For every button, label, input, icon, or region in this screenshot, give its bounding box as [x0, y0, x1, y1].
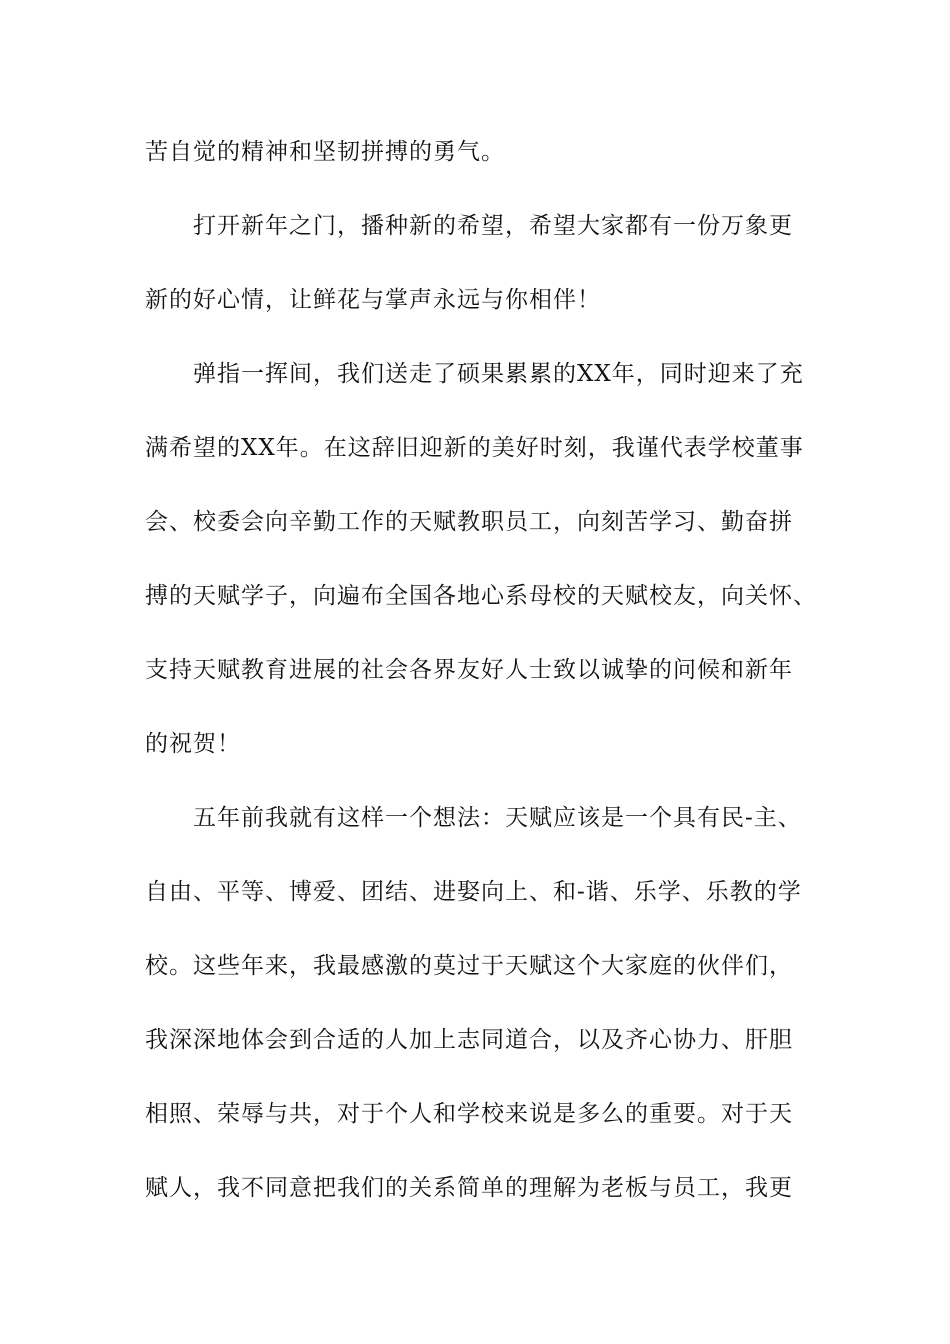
- text-line: 苦自觉的精神和坚韧拼搏的勇气。: [145, 139, 505, 165]
- text-line: 搏的天赋学子，向遍布全国各地心系母校的天赋校友，向关怀、: [145, 583, 817, 609]
- text-line: 满希望的XX年。在这辞旧迎新的美好时刻，我谨代表学校董事: [145, 435, 804, 461]
- text-line: 新的好心情，让鲜花与掌声永远与你相伴！: [145, 287, 601, 313]
- text-line: 打开新年之门，播种新的希望，希望大家都有一份万象更: [193, 213, 793, 239]
- text-line: 弹指一挥间，我们送走了硕果累累的XX年，同时迎来了充: [193, 361, 804, 387]
- text-line: 自由、平等、博爱、团结、进娶向上、和-谐、乐学、乐教的学: [145, 879, 802, 905]
- text-line: 相照、荣辱与共，对于个人和学校来说是多么的重要。对于天: [145, 1101, 793, 1127]
- text-line: 支持天赋教育进展的社会各界友好人士致以诚挚的问候和新年: [145, 657, 793, 683]
- text-line: 赋人，我不同意把我们的关系简单的理解为老板与员工，我更: [145, 1175, 793, 1201]
- text-line: 的祝贺！: [145, 731, 241, 757]
- text-line: 五年前我就有这样一个想法：天赋应该是一个具有民-主、: [193, 805, 802, 831]
- text-line: 校。这些年来，我最感激的莫过于天赋这个大家庭的伙伴们，: [145, 953, 793, 979]
- text-line: 会、校委会向辛勤工作的天赋教职员工，向刻苦学习、勤奋拼: [145, 509, 793, 535]
- text-line: 我深深地体会到合适的人加上志同道合，以及齐心协力、肝胆: [145, 1027, 793, 1053]
